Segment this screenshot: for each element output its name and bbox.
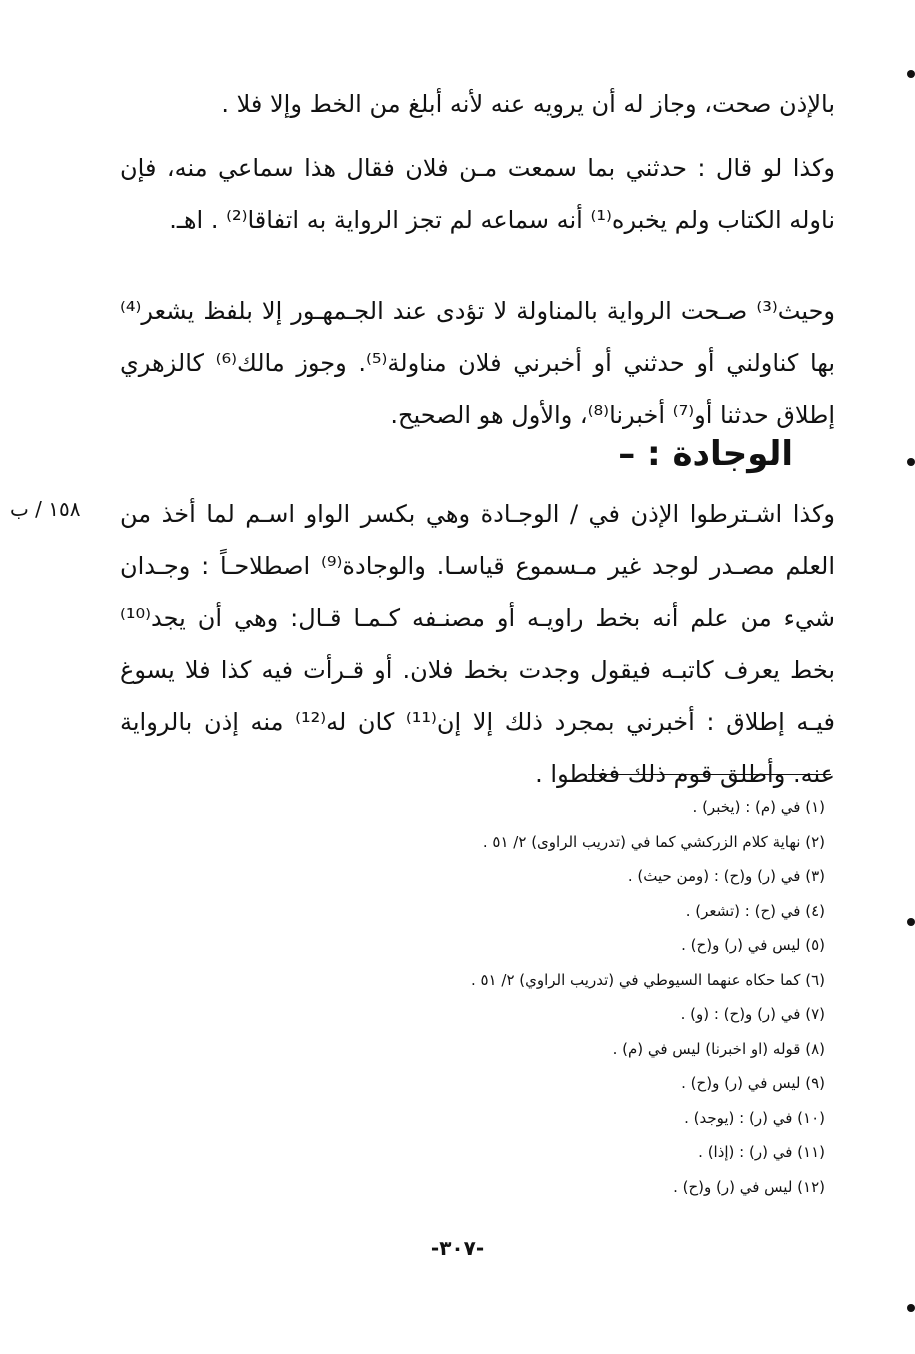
footnote-item: (٤) في (ح) : (تشعر) . <box>685 901 825 920</box>
footnotes <box>225 790 825 1204</box>
footnote-item: (٧) في (ر) و(ح) : (و) . <box>680 1005 825 1023</box>
paragraph-3-text: وحيث⁽³⁾ صـحت الرواية بالمناولة لا تؤدى عند الجـمهـور إلا بلفظ يشعر⁽⁴⁾ بها كناولني أو حدثني أو أخبرني فلان مناولة⁽⁵⁾. وجوز مالك⁽⁶⁾ كالزهري إطلاق حدثنا أو⁽⁷⁾ أخبرنا⁽⁸⁾، والأول هو الصحيح. <box>120 297 836 429</box>
section-heading: الوجادة : – <box>618 434 793 474</box>
footnote-item: (٢) نهاية كلام الزركشي كما في (تدريب الراوى) ٢/ ٥١ . <box>482 832 825 851</box>
footnote-item: (١١) في (ر) : (إذا) . <box>698 1143 825 1161</box>
paragraph-2-text: وكذا لو قال : حدثني بما سمعت مـن فلان فقال هذا سماعي منه، فإن ناوله الكتاب ولم يخبره⁽¹⁾ أنه سماعه لم تجز الرواية به اتفاقا⁽²⁾ . اهـ. <box>120 154 835 234</box>
paragraph-4 <box>120 488 835 800</box>
binding-hole-mark <box>907 458 915 466</box>
footnote-item: (٥) ليس في (ر) و(ح) . <box>681 936 825 954</box>
paragraph-4-text: وكذا اشـترطوا الإذن في / الوجـادة وهي بكسر الواو اسـم لما أخذ من العلم مصـدر لوجد غير مـسموع قياسـا. والوجادة⁽⁹⁾ اصطلاحـاً : وجـدان شيء من علم أنه بخط راويـه أو مصنـفه كـمـا قـال: وهي أن يجد⁽¹⁰⁾ بخط يعرف كاتبـه فيقول وجدت بخط فلان. أو قـرأت فيه كذا فلا يسوغ فيـه إطلاق : أخبرني بمجرد ذلك إلا إن⁽¹¹⁾ كان له⁽¹²⁾ منه إذن بالرواية عنه. وأطلق قوم ذلك فغلطوا . <box>120 500 836 788</box>
binding-hole-mark <box>907 918 915 926</box>
paragraph-2 <box>120 142 835 246</box>
footnote-item: (١٠) في (ر) : (يوجد) . <box>684 1108 825 1127</box>
paragraph-1-text: بالإذن صحت، وجاز له أن يرويه عنه لأنه أبلغ من الخط وإلا فلا . <box>221 90 835 118</box>
footnote-item: (٨) قوله (او اخبرنا) ليس في (م) . <box>612 1039 825 1058</box>
margin-folio-note: ١٥٨ / ب <box>10 497 81 521</box>
binding-hole-mark <box>907 70 915 78</box>
footnote-item: (٦) كما حكاه عنهما السيوطي في (تدريب الراوي) ٢/ ٥١ . <box>470 970 825 989</box>
footnote-item: (٣) في (ر) و(ح) : (ومن حيث) . <box>627 867 825 885</box>
footnote-item: (١) في (م) : (يخبر) . <box>692 798 825 816</box>
paragraph-3 <box>120 285 835 441</box>
page-number: -٣٠٧- <box>430 1236 485 1260</box>
footnote-item: (١٢) ليس في (ر) و(ح) . <box>673 1177 825 1196</box>
binding-hole-mark <box>907 1304 915 1312</box>
paragraph-1 <box>120 78 835 130</box>
footnote-item: (٩) ليس في (ر) و(ح) . <box>681 1074 825 1092</box>
footnote-separator <box>588 774 831 775</box>
